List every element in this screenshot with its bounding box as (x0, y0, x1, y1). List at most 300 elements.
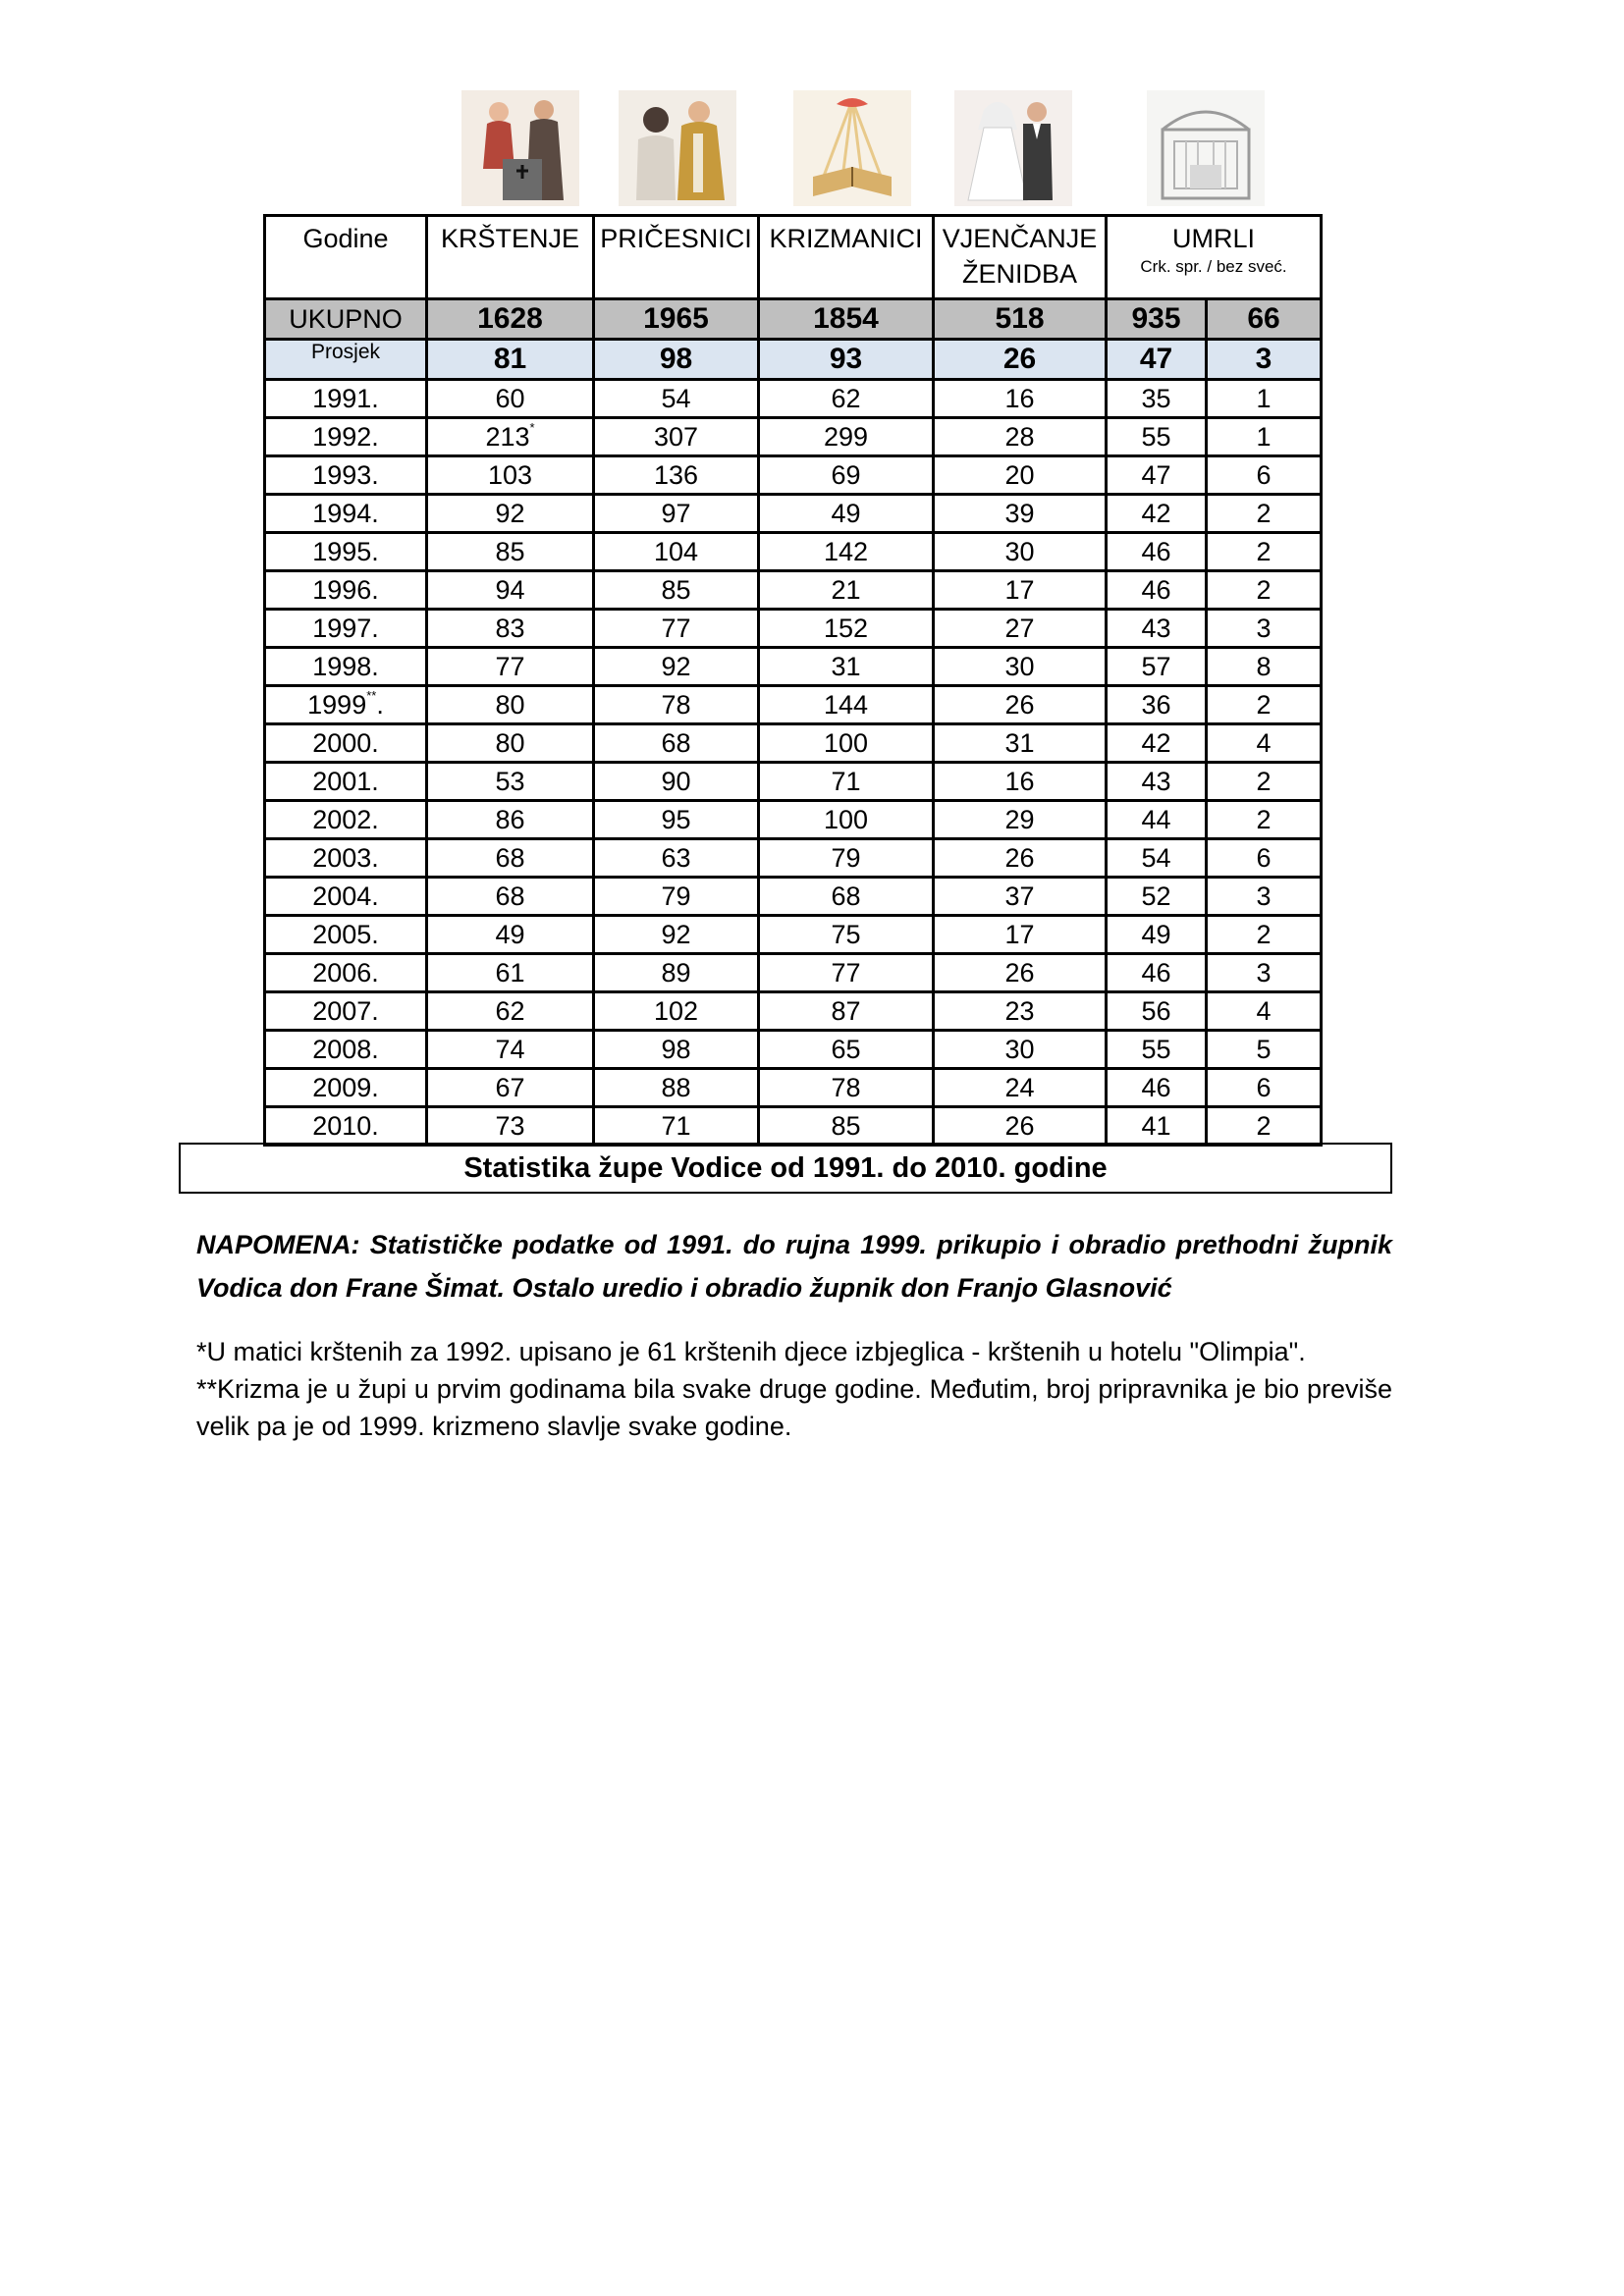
cell-value: 16 (1004, 767, 1035, 796)
year-cell (265, 571, 427, 610)
table-body (265, 299, 1322, 1146)
cell-krstenje (427, 418, 594, 456)
cell-vjencanje (934, 648, 1107, 686)
cell-umrli-bez (1207, 686, 1322, 724)
table-row (265, 801, 1322, 839)
cell-value: 74 (495, 1035, 525, 1064)
cell-value: 46 (1141, 1073, 1171, 1102)
cell-vjencanje (934, 571, 1107, 610)
cell-value: 98 (661, 1035, 691, 1064)
year-cell (265, 533, 427, 571)
cell-krizmanici (759, 610, 934, 648)
cell-value: 68 (661, 728, 691, 758)
cell-umrli-bez (1207, 610, 1322, 648)
header-krstenje: KRŠTENJE (427, 216, 594, 299)
cell-umrli-bez (1207, 380, 1322, 418)
funeral-illustration (1147, 90, 1265, 206)
cell-value: 8 (1256, 652, 1272, 681)
cell-value: 49 (831, 499, 861, 528)
ukupno-label: UKUPNO (265, 299, 427, 340)
cell-value: 55 (1141, 422, 1171, 452)
cell-umrli-crk (1107, 992, 1207, 1031)
cell-krizmanici (759, 763, 934, 801)
cell-value: 68 (831, 881, 861, 911)
header-vjencanje-line1: VJENČANJE (942, 224, 1098, 253)
illustrations-row (0, 90, 1624, 208)
cell-vjencanje (934, 380, 1107, 418)
cell-umrli-crk (1107, 1031, 1207, 1069)
cell-value: 26 (1004, 958, 1035, 988)
cell-value: 152 (823, 614, 869, 643)
year-cell (265, 724, 427, 763)
year-cell (265, 878, 427, 916)
cell-value: 2 (1256, 499, 1272, 528)
cell-value: 92 (495, 499, 525, 528)
table-header-row (265, 216, 1322, 299)
year-label: 2010. (312, 1111, 379, 1141)
cell-krizmanici (759, 839, 934, 878)
year-label: 1998. (312, 652, 379, 681)
cell-krstenje (427, 724, 594, 763)
cell-value: 3 (1256, 881, 1272, 911)
cell-krizmanici (759, 380, 934, 418)
cell-value: 30 (1004, 537, 1035, 566)
cell-vjencanje (934, 763, 1107, 801)
cell-value: 61 (495, 958, 525, 988)
cell-value: 2 (1256, 575, 1272, 605)
cell-value: 75 (831, 920, 861, 949)
cell-value: 36 (1141, 690, 1171, 720)
year-cell (265, 380, 427, 418)
cell-value: 42 (1141, 499, 1171, 528)
cell-vjencanje (934, 1031, 1107, 1069)
header-pricesnici: PRIČESNICI (594, 216, 759, 299)
cell-vjencanje (934, 916, 1107, 954)
cell-krizmanici (759, 992, 934, 1031)
year-cell (265, 1031, 427, 1069)
cell-value: 94 (495, 575, 525, 605)
cell-value: 37 (1004, 881, 1035, 911)
cell-pricesnici (594, 954, 759, 992)
cell-umrli-bez (1207, 878, 1322, 916)
cell-vjencanje (934, 801, 1107, 839)
cell-value: 20 (1004, 460, 1035, 490)
year-label: 1997. (312, 614, 379, 643)
cell-pricesnici (594, 456, 759, 495)
cell-pricesnici (594, 610, 759, 648)
cell-krizmanici (759, 456, 934, 495)
cell-krstenje (427, 916, 594, 954)
prosjek-krizmanici: 93 (759, 340, 934, 380)
footnotes (196, 1333, 1392, 1445)
cell-krstenje (427, 1069, 594, 1107)
cell-value: 63 (661, 843, 691, 873)
cell-value: 26 (1004, 690, 1035, 720)
cell-pricesnici (594, 801, 759, 839)
table-row (265, 418, 1322, 456)
footnote-2: **Krizma je u župi u prvim godinama bila svake druge godine. Međutim, broj pripravnika je bio previše velik pa je od 1999. krizmeno slavlje svake godine. (196, 1374, 1392, 1441)
table-row (265, 763, 1322, 801)
year-label: 2005. (312, 920, 379, 949)
prosjek-umrli-bez: 3 (1207, 340, 1322, 380)
cell-value: 86 (495, 805, 525, 834)
cell-krstenje (427, 571, 594, 610)
header-vjencanje (934, 216, 1107, 299)
table-row (265, 686, 1322, 724)
year-label: 2000. (312, 728, 379, 758)
cell-value: 2 (1256, 690, 1272, 720)
cell-value: 27 (1004, 614, 1035, 643)
cell-umrli-crk (1107, 801, 1207, 839)
cell-value: 79 (661, 881, 691, 911)
table-row (265, 954, 1322, 992)
year-label: 1994. (312, 499, 379, 528)
cell-umrli-crk (1107, 380, 1207, 418)
cell-value: 62 (831, 384, 861, 413)
cell-krstenje (427, 839, 594, 878)
cell-krizmanici (759, 878, 934, 916)
year-cell (265, 610, 427, 648)
cell-umrli-crk (1107, 954, 1207, 992)
cell-value: 29 (1004, 805, 1035, 834)
year-label: 2006. (312, 958, 379, 988)
cell-krizmanici (759, 1069, 934, 1107)
cell-vjencanje (934, 610, 1107, 648)
cell-pricesnici (594, 878, 759, 916)
cell-krizmanici (759, 571, 934, 610)
year-cell (265, 456, 427, 495)
prosjek-label: Prosjek (265, 340, 427, 380)
table-row (265, 610, 1322, 648)
cell-vjencanje (934, 418, 1107, 456)
cell-pricesnici (594, 1107, 759, 1146)
cell-krizmanici (759, 954, 934, 992)
header-krizmanici: KRIZMANICI (759, 216, 934, 299)
table-row (265, 724, 1322, 763)
cell-value: 1 (1256, 384, 1272, 413)
cell-value: 77 (831, 958, 861, 988)
cell-value: 88 (661, 1073, 691, 1102)
cell-value: 77 (661, 614, 691, 643)
ukupno-krizmanici: 1854 (759, 299, 934, 340)
cell-value: 69 (831, 460, 861, 490)
cell-umrli-crk (1107, 571, 1207, 610)
cell-value: 49 (495, 920, 525, 949)
cell-vjencanje (934, 495, 1107, 533)
cell-umrli-bez (1207, 495, 1322, 533)
cell-value: 54 (1141, 843, 1171, 873)
cell-pricesnici (594, 839, 759, 878)
table-row (265, 878, 1322, 916)
cell-umrli-bez (1207, 1069, 1322, 1107)
cell-krstenje (427, 456, 594, 495)
table-row (265, 992, 1322, 1031)
cell-vjencanje (934, 724, 1107, 763)
cell-value: 23 (1004, 996, 1035, 1026)
header-vjencanje-line2: ŽENIDBA (961, 259, 1078, 289)
cell-umrli-crk (1107, 724, 1207, 763)
cell-value: 54 (661, 384, 691, 413)
cell-krizmanici (759, 418, 934, 456)
cell-value: 39 (1004, 499, 1035, 528)
table-caption: Statistika župe Vodice od 1991. do 2010. godine (179, 1143, 1392, 1194)
cell-umrli-crk (1107, 533, 1207, 571)
year-cell (265, 916, 427, 954)
cell-value: 52 (1141, 881, 1171, 911)
cell-value: 17 (1004, 920, 1035, 949)
cell-pricesnici (594, 418, 759, 456)
cell-value: 142 (823, 537, 869, 566)
baptism-illustration (461, 90, 579, 206)
cell-value: 2 (1256, 767, 1272, 796)
year-cell (265, 648, 427, 686)
year-cell (265, 1069, 427, 1107)
cell-value: 17 (1004, 575, 1035, 605)
prosjek-pricesnici: 98 (594, 340, 759, 380)
cell-krstenje (427, 954, 594, 992)
cell-umrli-crk (1107, 1069, 1207, 1107)
cell-umrli-bez (1207, 456, 1322, 495)
cell-value: 68 (495, 843, 525, 873)
cell-value: 144 (823, 690, 869, 720)
header-umrli (1107, 216, 1322, 299)
table-row (265, 1031, 1322, 1069)
cell-vjencanje (934, 686, 1107, 724)
cell-umrli-crk (1107, 839, 1207, 878)
cell-value: 100 (823, 728, 869, 758)
cell-krizmanici (759, 533, 934, 571)
table-row (265, 380, 1322, 418)
cell-umrli-bez (1207, 724, 1322, 763)
cell-vjencanje (934, 878, 1107, 916)
cell-krstenje (427, 878, 594, 916)
ukupno-vjencanje: 518 (934, 299, 1107, 340)
cell-krizmanici (759, 801, 934, 839)
cell-krstenje (427, 686, 594, 724)
ukupno-umrli-bez: 66 (1207, 299, 1322, 340)
napomena-note: NAPOMENA: Statističke podatke od 1991. do rujna 1999. prikupio i obradio prethodni župnik Vodica don Frane Šimat. Ostalo uredio i obradio župnik don Franjo Glasnović (196, 1230, 1392, 1303)
cell-krstenje (427, 1031, 594, 1069)
cell-value: 53 (495, 767, 525, 796)
year-label: 2001. (312, 767, 379, 796)
cell-value: 46 (1141, 575, 1171, 605)
year-label: 2009. (312, 1073, 379, 1102)
cell-value: 2 (1256, 537, 1272, 566)
cell-value: 67 (495, 1073, 525, 1102)
cell-value: 100 (823, 805, 869, 834)
year-label: 2007. (312, 996, 379, 1026)
cell-umrli-bez (1207, 992, 1322, 1031)
year-label: 2003. (312, 843, 379, 873)
year-cell (265, 839, 427, 878)
cell-value: 62 (495, 996, 525, 1026)
table-row (265, 916, 1322, 954)
cell-value: 87 (831, 996, 861, 1026)
cell-value: 55 (1141, 1035, 1171, 1064)
cell-krstenje (427, 380, 594, 418)
year-label: 1993. (312, 460, 379, 490)
cell-pricesnici (594, 1031, 759, 1069)
cell-krizmanici (759, 686, 934, 724)
cell-pricesnici (594, 724, 759, 763)
cell-value: 2 (1256, 805, 1272, 834)
cell-value: 102 (653, 996, 699, 1026)
year-label: 1995. (312, 537, 379, 566)
cell-krstenje (427, 992, 594, 1031)
cell-value: 80 (495, 728, 525, 758)
cell-vjencanje (934, 1107, 1107, 1146)
cell-value: 78 (661, 690, 691, 720)
wedding-illustration (954, 90, 1072, 206)
cell-value: 213 (485, 422, 530, 452)
cell-umrli-crk (1107, 763, 1207, 801)
cell-value: 92 (661, 920, 691, 949)
cell-value: 89 (661, 958, 691, 988)
cell-krizmanici (759, 1031, 934, 1069)
footnote-mark: * (529, 420, 535, 435)
cell-umrli-bez (1207, 916, 1322, 954)
cell-value: 4 (1256, 728, 1272, 758)
confirmation-illustration (793, 90, 911, 206)
cell-krstenje (427, 610, 594, 648)
ukupno-row (265, 299, 1322, 340)
year-label: 1996. (312, 575, 379, 605)
cell-value: 60 (495, 384, 525, 413)
cell-umrli-bez (1207, 533, 1322, 571)
ukupno-pricesnici: 1965 (594, 299, 759, 340)
cell-umrli-crk (1107, 878, 1207, 916)
cell-vjencanje (934, 954, 1107, 992)
table-row (265, 839, 1322, 878)
cell-value: 73 (495, 1111, 525, 1141)
cell-umrli-bez (1207, 1107, 1322, 1146)
cell-value: 65 (831, 1035, 861, 1064)
cell-value: 1 (1256, 422, 1272, 452)
cell-value: 46 (1141, 537, 1171, 566)
cell-umrli-bez (1207, 763, 1322, 801)
header-umrli-subtitle: Crk. spr. / bez sveć. (1140, 257, 1287, 276)
cell-umrli-bez (1207, 801, 1322, 839)
cell-krizmanici (759, 495, 934, 533)
cell-value: 26 (1004, 1111, 1035, 1141)
cell-value: 3 (1256, 958, 1272, 988)
cell-value: 47 (1141, 460, 1171, 490)
year-suffix: . (376, 690, 384, 720)
year-cell (265, 686, 427, 724)
cell-umrli-bez (1207, 839, 1322, 878)
table-row (265, 571, 1322, 610)
ukupno-umrli-crk: 935 (1107, 299, 1207, 340)
table-row (265, 495, 1322, 533)
year-cell (265, 801, 427, 839)
year-cell (265, 763, 427, 801)
cell-umrli-bez (1207, 1031, 1322, 1069)
cell-umrli-bez (1207, 648, 1322, 686)
cell-value: 46 (1141, 958, 1171, 988)
table-row (265, 1107, 1322, 1146)
prosjek-row (265, 340, 1322, 380)
cell-vjencanje (934, 533, 1107, 571)
cell-value: 41 (1141, 1111, 1171, 1141)
cell-pricesnici (594, 380, 759, 418)
cell-value: 56 (1141, 996, 1171, 1026)
cell-value: 49 (1141, 920, 1171, 949)
year-footnote-mark: ** (366, 688, 377, 703)
year-cell (265, 1107, 427, 1146)
cell-value: 78 (831, 1073, 861, 1102)
cell-value: 30 (1004, 1035, 1035, 1064)
header-godine: Godine (265, 216, 427, 299)
cell-value: 307 (653, 422, 699, 452)
cell-value: 6 (1256, 460, 1272, 490)
year-label: 1999 (307, 690, 367, 720)
cell-vjencanje (934, 456, 1107, 495)
cell-krizmanici (759, 916, 934, 954)
table-row (265, 1069, 1322, 1107)
cell-value: 71 (661, 1111, 691, 1141)
cell-krizmanici (759, 648, 934, 686)
prosjek-umrli-crk: 47 (1107, 340, 1207, 380)
cell-pricesnici (594, 571, 759, 610)
cell-pricesnici (594, 533, 759, 571)
year-label: 2008. (312, 1035, 379, 1064)
cell-value: 30 (1004, 652, 1035, 681)
cell-value: 71 (831, 767, 861, 796)
cell-krizmanici (759, 1107, 934, 1146)
cell-pricesnici (594, 648, 759, 686)
cell-value: 85 (831, 1111, 861, 1141)
cell-umrli-crk (1107, 495, 1207, 533)
cell-pricesnici (594, 992, 759, 1031)
cell-value: 21 (831, 575, 861, 605)
cell-value: 26 (1004, 843, 1035, 873)
cell-value: 68 (495, 881, 525, 911)
cell-krstenje (427, 1107, 594, 1146)
communion-illustration (619, 90, 736, 206)
cell-umrli-bez (1207, 954, 1322, 992)
cell-value: 299 (823, 422, 869, 452)
year-label: 2002. (312, 805, 379, 834)
cell-value: 28 (1004, 422, 1035, 452)
cell-value: 104 (653, 537, 699, 566)
table-row (265, 456, 1322, 495)
prosjek-vjencanje: 26 (934, 340, 1107, 380)
cell-umrli-crk (1107, 610, 1207, 648)
cell-value: 6 (1256, 1073, 1272, 1102)
cell-value: 16 (1004, 384, 1035, 413)
cell-pricesnici (594, 1069, 759, 1107)
cell-value: 85 (661, 575, 691, 605)
footnote-1: *U matici krštenih za 1992. upisano je 61 krštenih djece izbjeglica - krštenih u hotelu "Olimpia". (196, 1337, 1306, 1366)
cell-value: 3 (1256, 614, 1272, 643)
cell-value: 85 (495, 537, 525, 566)
cell-value: 43 (1141, 767, 1171, 796)
cell-value: 83 (495, 614, 525, 643)
cell-value: 136 (653, 460, 699, 490)
cell-value: 24 (1004, 1073, 1035, 1102)
cell-umrli-crk (1107, 1107, 1207, 1146)
cell-krstenje (427, 763, 594, 801)
cell-value: 31 (1004, 728, 1035, 758)
cell-value: 95 (661, 805, 691, 834)
cell-value: 77 (495, 652, 525, 681)
cell-value: 42 (1141, 728, 1171, 758)
year-cell (265, 418, 427, 456)
year-label: 1992. (312, 422, 379, 452)
cell-value: 103 (487, 460, 533, 490)
cell-vjencanje (934, 1069, 1107, 1107)
cell-value: 31 (831, 652, 861, 681)
